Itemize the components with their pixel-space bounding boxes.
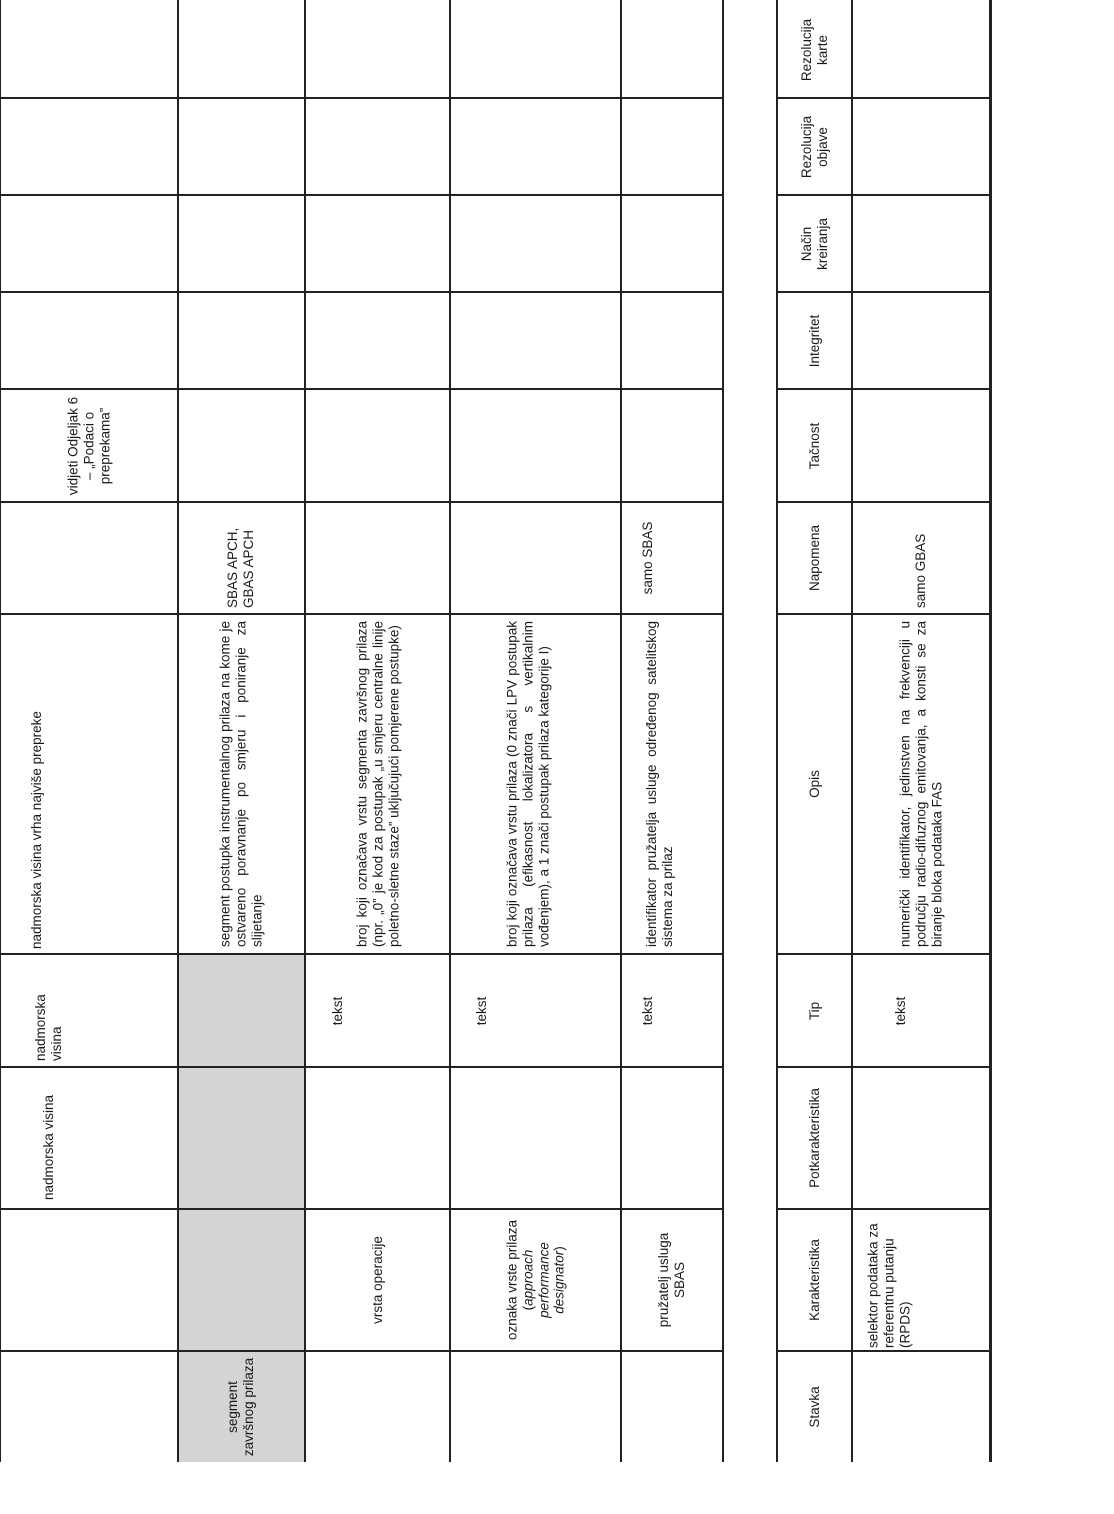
t1-r1-col3-text: nadmorska visina xyxy=(32,993,64,1061)
t1-r2-col0-text: segment završnog prilaza xyxy=(225,1357,256,1457)
t1-r5-col5-text: samo SBAS xyxy=(640,521,656,595)
t2-header-nacin-kreiranja: Način kreiranja xyxy=(798,217,830,270)
t1-r4-col4-text: broj koji označava vrstu prilaza (0 znači LPV postupak prilaza (efikasnost lokalizatora s vertikalnim vođenjem), a 1 znači postupak prilaza kategorije I) xyxy=(503,621,551,947)
t1-r2-col4-cell xyxy=(178,615,304,953)
t2-header-karakteristika: Karakteristika xyxy=(806,1239,822,1321)
t1-r3-col4-cell xyxy=(306,615,449,953)
t1-r5-col3-text: tekst xyxy=(640,996,656,1025)
t1-r4-col3-text: tekst xyxy=(473,996,489,1025)
t1-r3-col1-text: vrsta operacije xyxy=(369,1236,385,1324)
t1-r1-col3-cell xyxy=(0,955,177,1066)
t1-r5-col1-cell xyxy=(622,1210,722,1350)
t1-r3-col1-cell xyxy=(306,1210,449,1350)
t1-r4-col1-text-post: ) xyxy=(551,1246,567,1251)
t2-header-integritet: Integritet xyxy=(806,314,822,367)
t1-r5-col5-cell xyxy=(622,503,722,613)
t2-header-stavka: Stavka xyxy=(806,1386,822,1428)
t1-r5-col4-cell xyxy=(622,615,722,953)
t1-r5-col3-cell xyxy=(622,955,722,1066)
t1-r3-col4-text: broj koji označava vrstu segmenta završnog prilaza (npr. „0” je kod za postupak „u smjeru centralne linije poletno-sletne staze” uključujući pomjerene postupke) xyxy=(353,621,401,947)
t1-r1-col4-cell xyxy=(0,615,177,953)
t2-row-napomena: samo GBAS xyxy=(913,533,929,608)
t1-r3-col3-cell xyxy=(306,955,449,1066)
t1-r2-col0-cell xyxy=(178,1352,304,1462)
t1-r2-col5-text: SBAS APCH, GBAS APCH xyxy=(225,527,256,608)
t2-row-opis: numerički identifikator, jedinstven na frekvenciji u području radio-difuznog emitovanja, a konsti se za biranje bloka podataka FAS xyxy=(897,621,944,947)
t2-header-opis: Opis xyxy=(806,770,822,798)
t2-header-rezolucija-objave: Rezolucija objave xyxy=(798,115,830,178)
t2-row-tip: tekst xyxy=(893,996,909,1025)
t2-header-tacnost: Tačnost xyxy=(806,422,822,469)
t1-r2-col5-cell xyxy=(178,503,304,613)
t1-r3-col3-text: tekst xyxy=(329,996,345,1025)
t1-r4-col1-text-em: approach performance designator xyxy=(519,1242,567,1318)
t1-r4-col1-cell xyxy=(451,1210,620,1350)
t2-header-rezolucija-karte: Rezolucija karte xyxy=(798,18,830,81)
t1-r5-col1-text: pružatelj usluga SBAS xyxy=(656,1232,687,1328)
t1-r1-col2-cell xyxy=(0,1068,177,1208)
t1-r4-col1-text-pre: oznaka vrste prilaza ( xyxy=(503,1219,535,1341)
t1-r1-col2-text: nadmorska visina xyxy=(40,1094,56,1200)
t1-r1-col4-text: nadmorska visina vrha najviše prepreke xyxy=(28,711,44,949)
t2-header-napomena: Napomena xyxy=(806,524,822,592)
t1-r2-col4-text: segment postupka instrumentalnog prilaza na kome je ostvareno poravnanje po smjeru i poniranje za slijetanje xyxy=(217,621,264,947)
t1-r4-col3-cell xyxy=(451,955,620,1066)
t1-r4-col4-cell xyxy=(451,615,620,953)
t1-r1-col6-cell xyxy=(0,390,177,501)
t2-row-karakteristika: selektor podataka za referentnu putanju (RPDS) xyxy=(865,1223,912,1348)
t1-r1-col6-text: vidjeti Odjeljak 6 – „Podaci o preprekama” xyxy=(64,396,112,495)
t2-header-tip: Tip xyxy=(806,1001,822,1020)
t1-r5-col4-text: identifikator pružatelja usluge određenog satelitskog sistema za prilaz xyxy=(644,621,675,947)
t2-header-potkarakteristika: Potkarakteristika xyxy=(806,1088,822,1188)
